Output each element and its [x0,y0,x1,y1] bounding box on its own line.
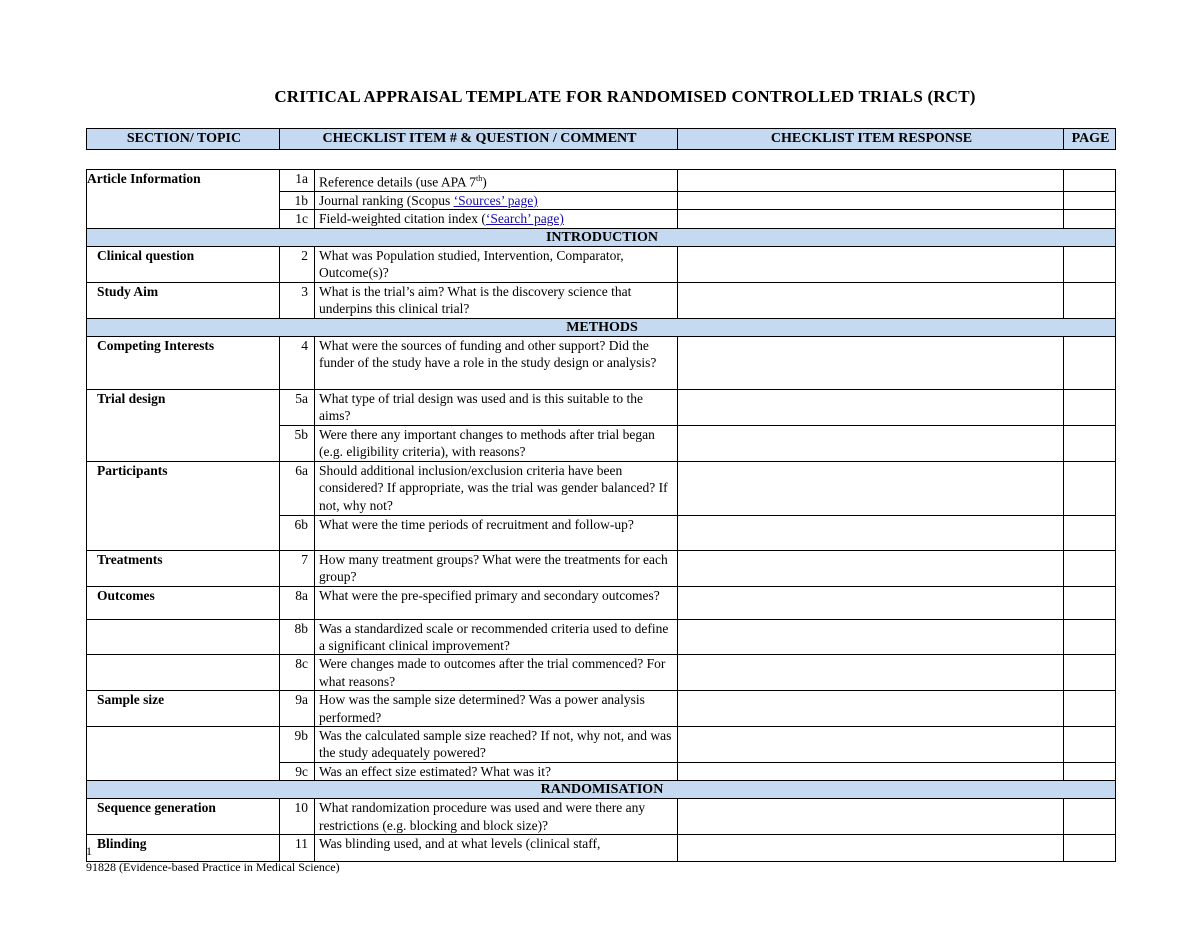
item-question: Reference details (use APA 7th) [315,170,678,192]
table-row [87,282,1116,318]
page-cell[interactable] [1064,799,1116,835]
response-cell[interactable] [678,691,1064,727]
table-row [87,619,1116,655]
header-page: PAGE [1064,129,1116,150]
item-question: Should additional inclusion/exclusion criteria have been considered? If appropriate, was the trial was gender balanced? If not, why not? [315,461,678,515]
response-cell[interactable] [678,762,1064,780]
item-number: 1b [280,191,315,209]
page-cell[interactable] [1064,550,1116,586]
response-cell[interactable] [678,425,1064,461]
topic-empty [87,619,280,655]
page-cell[interactable] [1064,210,1116,228]
item-question: Was the calculated sample size reached? If not, why not, and was the study adequately powered? [315,726,678,762]
item-number: 1a [280,170,315,192]
topic-trial-design: Trial design [87,389,280,461]
checklist-table [86,169,1116,862]
item-number: 5b [280,425,315,461]
topic-treatments: Treatments [87,550,280,586]
topic-sample-size: Sample size [87,691,280,727]
table-row [87,550,1116,586]
item-question: Journal ranking (Scopus ‘Sources’ page) [315,191,678,209]
item-question: Were changes made to outcomes after the trial commenced? For what reasons? [315,655,678,691]
topic-empty [87,655,280,691]
page-number: 1 [86,844,92,858]
page-cell[interactable] [1064,691,1116,727]
response-cell[interactable] [678,726,1064,762]
page-cell[interactable] [1064,389,1116,425]
section-introduction: INTRODUCTION [87,228,1116,246]
table-row [87,655,1116,691]
item-question: What was Population studied, Intervention, Comparator, Outcome(s)? [315,246,678,282]
item-number: 10 [280,799,315,835]
item-question: How was the sample size determined? Was a power analysis performed? [315,691,678,727]
topic-clinical-question: Clinical question [87,246,280,282]
response-cell[interactable] [678,586,1064,619]
item-question: What type of trial design was used and is this suitable to the aims? [315,389,678,425]
response-cell[interactable] [678,619,1064,655]
page-cell[interactable] [1064,835,1116,862]
page-cell[interactable] [1064,170,1116,192]
topic-sequence-generation: Sequence generation [87,799,280,835]
response-cell[interactable] [678,389,1064,425]
topic-outcomes: Outcomes [87,586,280,619]
table-row [87,691,1116,727]
item-number: 6a [280,461,315,515]
item-question: Was an effect size estimated? What was it? [315,762,678,780]
table-row [87,246,1116,282]
page-cell[interactable] [1064,619,1116,655]
header-checklist-item: CHECKLIST ITEM # & QUESTION / COMMENT [280,129,678,150]
header-table [86,128,1116,150]
table-row [87,726,1116,762]
item-number: 8a [280,586,315,619]
item-question: How many treatment groups? What were the treatments for each group? [315,550,678,586]
item-number: 5a [280,389,315,425]
response-cell[interactable] [678,191,1064,209]
topic-article-information: Article Information [87,170,280,229]
item-question: What were the pre-specified primary and secondary outcomes? [315,586,678,619]
item-question: Was a standardized scale or recommended criteria used to define a significant clinical improvement? [315,619,678,655]
page-cell[interactable] [1064,586,1116,619]
response-cell[interactable] [678,210,1064,228]
header-section-topic: SECTION/ TOPIC [87,129,280,150]
item-number: 8b [280,619,315,655]
response-cell[interactable] [678,550,1064,586]
topic-participants: Participants [87,461,280,550]
document-title: CRITICAL APPRAISAL TEMPLATE FOR RANDOMISED CONTROLLED TRIALS (RCT) [274,87,976,106]
item-question: What were the time periods of recruitment and follow-up? [315,515,678,550]
response-cell[interactable] [678,170,1064,192]
item-number: 11 [280,835,315,862]
item-number: 9c [280,762,315,780]
table-row [87,799,1116,835]
topic-blinding: Blinding [87,835,280,862]
item-number: 8c [280,655,315,691]
page-cell[interactable] [1064,282,1116,318]
section-methods: METHODS [87,318,1116,336]
section-randomisation: RANDOMISATION [87,781,1116,799]
table-row [87,586,1116,619]
item-question: Was blinding used, and at what levels (clinical staff, [315,835,678,862]
response-cell[interactable] [678,282,1064,318]
response-cell[interactable] [678,515,1064,550]
item-question: What is the trial’s aim? What is the discovery science that underpins this clinical trial? [315,282,678,318]
footer-course: 91828 (Evidence-based Practice in Medical Science) [86,860,340,874]
scopus-search-link[interactable]: ‘Search’ page) [485,211,564,227]
item-number: 6b [280,515,315,550]
page-cell[interactable] [1064,726,1116,762]
topic-study-aim: Study Aim [87,282,280,318]
item-number: 2 [280,246,315,282]
response-cell[interactable] [678,461,1064,515]
page-cell[interactable] [1064,461,1116,515]
item-question: Field-weighted citation index (‘Search’ page) [315,210,678,228]
item-question: What randomization procedure was used and were there any restrictions (e.g. blocking and block size)? [315,799,678,835]
table-row [87,461,1116,515]
item-question: What were the sources of funding and other support? Did the funder of the study have a role in the study design or analysis? [315,336,678,389]
response-cell[interactable] [678,336,1064,389]
table-row [87,170,1116,192]
page-cell[interactable] [1064,655,1116,691]
item-question: Were there any important changes to methods after trial began (e.g. eligibility criteria), with reasons? [315,425,678,461]
topic-empty [87,726,280,780]
header-response: CHECKLIST ITEM RESPONSE [678,129,1064,150]
response-cell[interactable] [678,246,1064,282]
table-row [87,389,1116,425]
item-number: 9b [280,726,315,762]
page-cell[interactable] [1064,515,1116,550]
page-cell[interactable] [1064,191,1116,209]
topic-competing-interests: Competing Interests [87,336,280,389]
page-cell[interactable] [1064,246,1116,282]
page-cell[interactable] [1064,762,1116,780]
item-number: 9a [280,691,315,727]
item-number: 1c [280,210,315,228]
page-cell[interactable] [1064,336,1116,389]
scopus-sources-link[interactable]: ‘Sources’ page) [453,192,538,208]
item-number: 3 [280,282,315,318]
page-cell[interactable] [1064,425,1116,461]
item-number: 4 [280,336,315,389]
response-cell[interactable] [678,655,1064,691]
table-row [87,835,1116,862]
table-row [87,336,1116,389]
item-number: 7 [280,550,315,586]
response-cell[interactable] [678,835,1064,862]
response-cell[interactable] [678,799,1064,835]
